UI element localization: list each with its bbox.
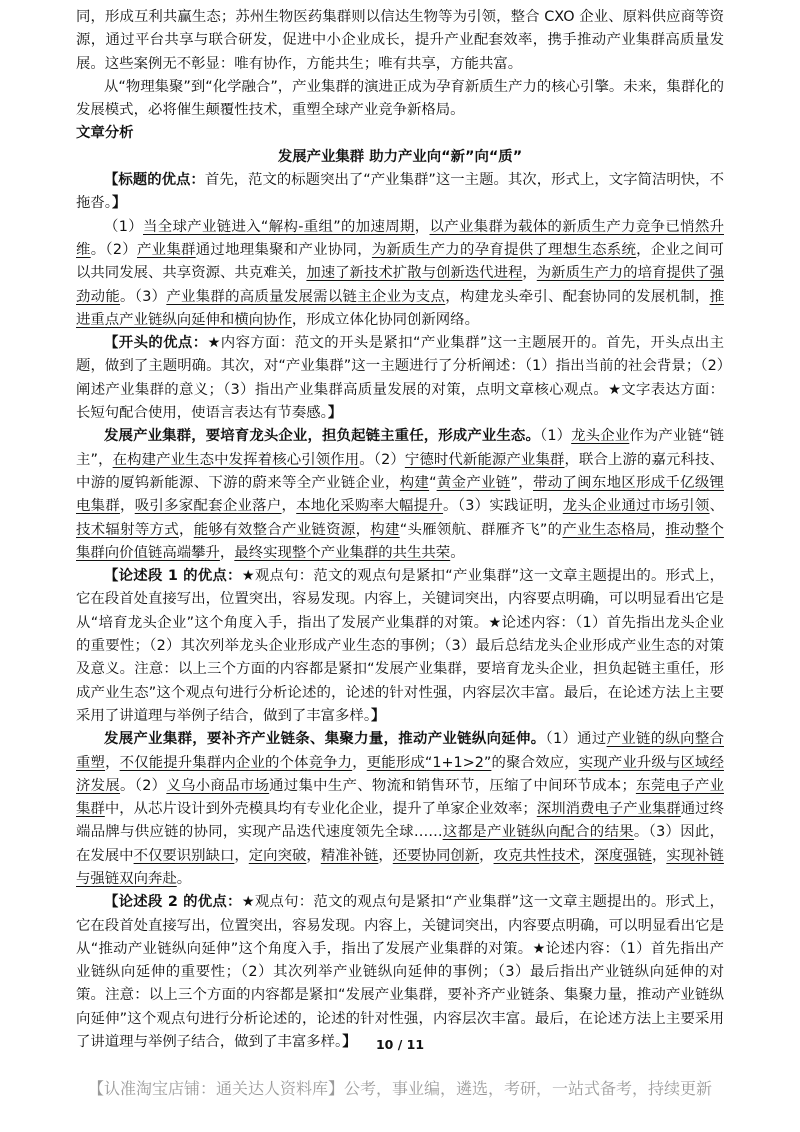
text-run: 作为产业链“链主”， bbox=[76, 428, 724, 468]
text-run: ， bbox=[179, 521, 194, 538]
underlined-text: 加速了新技术扩散与创新迭代进程 bbox=[306, 265, 523, 282]
text-run: 。（2） bbox=[90, 241, 137, 258]
text-run: 通过终端品牌与供应链的协同，实现产品迭代速度领先全球…… bbox=[76, 801, 724, 841]
text-run: 。（3）实践证明， bbox=[443, 498, 563, 515]
article-title: 发展产业集群 助力产业向“新”向“质” bbox=[277, 148, 523, 165]
text-run: ★内容方面：范文的开头是紧扣“产业集群”这一主题展开的。首先，开头点出主题，做到了主题明确。其次，对“产业集群”这一主题进行了分析阐述：（1）指出当前的社会背景；（2）阐述产业集群的意义；（3）指出产业集群高质量发展的对策，点明文章核心观点。★文字表达方面：长短句配合使用，使语言表达有节奏感。 bbox=[76, 335, 724, 422]
underlined-text: 以产业集群为载体的新质生产力竞争已悄然升维 bbox=[76, 218, 724, 258]
underlined-text: 最终实现整个产业集群的共生共荣 bbox=[234, 544, 451, 561]
bold-text: 】 bbox=[371, 707, 386, 724]
underlined-text: 不仅能提升集群内企业的个体竞争力 bbox=[119, 754, 353, 771]
text-run: ， bbox=[306, 847, 321, 864]
document-body bbox=[76, 0, 724, 1054]
text-run: ，形成立体化协同创新网络。 bbox=[291, 311, 479, 328]
bold-text: 【论述段 2 的优点： bbox=[104, 894, 242, 911]
title-analysis bbox=[76, 169, 724, 216]
opening-analysis bbox=[76, 332, 724, 425]
text-run: （1）通过 bbox=[545, 731, 607, 748]
bold-text: 】 bbox=[327, 405, 343, 422]
body-paragraph-2 bbox=[76, 728, 724, 891]
underlined-text: 推动整个集群向价值链高端攀升 bbox=[76, 521, 724, 561]
text-run: ★观点句：范文的观点句是紧扣“产业集群”这一文章主题提出的。形式上，它在段首处直接写出，位置突出，容易发现。内容上，关键词突出，内容要点明确，可以明显看出它是从“推动产业链纵向延伸”这个角度入手，指出了发展产业集群的对策。★论述内容：（1）首先指出产业链纵向延伸的重要性；（2）其次列举产业链纵向延伸的事例；（3）最后指出产业链纵向延伸的对策。注意：以上三个方面的内容都是紧扣“发展产业集群，要补齐产业链条、集聚力量，推动产业链纵向延伸”这个观点句进行分析论述的，论述的针对性强，内容层次丰富。最后，在论述方法上主要采用了讲道理与举例子结合，做到了丰富多样。 bbox=[76, 894, 724, 1051]
underlined-text: 实现补链与强链双向奔赴 bbox=[76, 847, 724, 887]
text-run: 。（2） bbox=[359, 451, 405, 468]
underlined-text: 宁德时代新能源产业集群 bbox=[404, 451, 565, 468]
underlined-text: 深度强链 bbox=[594, 847, 652, 864]
underlined-text: 为新质生产力的培育提供了强劲动能 bbox=[76, 265, 724, 305]
text-run: 。（2） bbox=[120, 777, 167, 794]
bold-text: 【标题的优点： bbox=[104, 172, 205, 189]
text-run: “ bbox=[429, 474, 437, 491]
text-run: ， bbox=[651, 847, 667, 864]
body-paragraph-2-analysis bbox=[76, 891, 724, 1054]
underlined-text: 这都是产业链纵向配合的结果 bbox=[442, 824, 634, 841]
text-run: 的聚合效应， bbox=[491, 754, 579, 771]
underlined-text: 本地化采购率大幅提升 bbox=[296, 498, 444, 515]
text-run: ★观点句：范文的观点句是紧扣“产业集群”这一文章主题提出的。形式上，它在段首处直接写出，位置突出，容易发现。内容上，关键词突出，内容要点明确，可以明显看出它是从“培育龙头企业”这个角度入手，指出了发展产业集群的对策。★论述内容：（1）首先指出龙头企业的重要性；（2）其次列举龙头企业形成产业生态的事例；（3）最后总结龙头企业形成产业生态的对策及意义。注意：以上三个方面的内容都是紧扣“发展产业集群，要培育龙头企业，担负起链主重任，形成产业生态”这个观点句进行分析论述的，论述的针对性强，内容层次丰富。最后，在论述方法上主要采用了讲道理与举例子结合，做到了丰富多样。 bbox=[76, 568, 724, 724]
bold-text: 【开头的优点： bbox=[104, 335, 208, 352]
underlined-text: 黄金产业链 bbox=[436, 474, 511, 491]
text-run: （1） bbox=[540, 428, 572, 445]
text-run: ， bbox=[479, 847, 494, 864]
text-run: ， bbox=[378, 847, 393, 864]
text-run: ， bbox=[219, 544, 235, 561]
text-run: ， bbox=[650, 521, 666, 538]
text-run: ， bbox=[120, 498, 135, 515]
opening-paragraph bbox=[76, 216, 724, 332]
underlined-text: 吸引多家配套企业落户 bbox=[134, 498, 282, 515]
text-run: 。（3）因此，在发展中 bbox=[76, 824, 724, 864]
text-run: 。 bbox=[176, 870, 192, 887]
bold-text: 【论述段 1 的优点： bbox=[104, 568, 242, 585]
text-run: 。 bbox=[450, 544, 465, 561]
underlined-text: 构建 bbox=[370, 521, 400, 538]
underlined-text: 技术辐射等方式 bbox=[76, 521, 179, 538]
text-run: 中，从芯片设计到外壳模具均有专业化企业，提升了单家企业效率； bbox=[104, 801, 537, 818]
underlined-text: 龙头企业 bbox=[571, 428, 630, 445]
underlined-text: 能够有效整合产业链资源 bbox=[193, 521, 356, 538]
text-run: “头雁领航、群雁齐飞”的 bbox=[399, 521, 563, 538]
intro-paragraph-2 bbox=[76, 76, 724, 123]
underlined-text: 义乌小商品市场 bbox=[166, 777, 270, 794]
underlined-text: 推进重点产业链纵向延伸和横向协作 bbox=[76, 288, 724, 328]
text-run: 同，形成互利共赢生态；苏州生物医药集群则以信达生物等为引领，整合 CXO 企业、原料供应商等资源，通过平台共享与联合研发，促进中小企业成长，提升产业配套效率，携手推动产业集群高质量发展。这些案例无不彰显：唯有协作，方能共生；唯有共享，方能共富。 bbox=[76, 9, 724, 72]
text-run: ， bbox=[105, 754, 120, 771]
underlined-text: 还要协同创新 bbox=[392, 847, 480, 864]
text-run: 首先，范文的标题突出了“产业集群”这一主题。其次，形式上，文字简洁明快，不拖沓。 bbox=[76, 172, 724, 212]
text-run: ， bbox=[355, 521, 371, 538]
underlined-text: 攻克共性技术 bbox=[493, 847, 580, 864]
intro-paragraph-1 bbox=[76, 0, 724, 76]
text-run: ，构建龙头牵引、配套协同的发展机制， bbox=[445, 288, 710, 305]
bold-text: 发展产业集群，要培育龙头企业，担负起链主重任，形成产业生态。 bbox=[104, 428, 540, 445]
bold-text: 发展产业集群，要补齐产业链条、集聚力量，推动产业链纵向延伸。 bbox=[104, 731, 546, 748]
underlined-text: 产业集群的高质量发展需以链主企业为支点 bbox=[166, 288, 446, 305]
body-paragraph-1 bbox=[76, 425, 724, 565]
text-run: 、 bbox=[709, 498, 724, 515]
text-run: 通过地理集聚和产业协同， bbox=[195, 241, 372, 258]
text-run: ，企业之间可以共同发展、共享资源、共克难关， bbox=[76, 241, 724, 282]
underlined-text: 带动了闽东地区形成千亿级锂电集群 bbox=[76, 474, 724, 515]
underlined-text: 在构建产业生态中发挥着核心引领作用 bbox=[112, 451, 360, 468]
underlined-text: 实现产业升级与区域经济发展 bbox=[76, 754, 724, 794]
underlined-text: 为新质生产力的孕育提供了理想生态系统 bbox=[371, 241, 637, 258]
underlined-text: 不仅要识别缺口 bbox=[133, 847, 235, 864]
text-run: （1） bbox=[104, 218, 143, 235]
bold-text: 】 bbox=[342, 1034, 357, 1051]
section-heading: 文章分析 bbox=[76, 125, 134, 142]
text-run: ， bbox=[414, 218, 430, 235]
text-run: ， bbox=[352, 754, 367, 771]
text-run: ，联合上游的嘉元科技、中游的厦钨新能源、下游的蔚来等全产业链企业， bbox=[76, 451, 724, 491]
underlined-text: 产业链的纵向整合重塑 bbox=[76, 731, 724, 771]
page-number: 10 / 11 bbox=[375, 1037, 425, 1052]
underlined-text: 定向突破 bbox=[248, 847, 307, 864]
text-run: ， bbox=[281, 498, 297, 515]
underlined-text: 东莞电子产业集群 bbox=[76, 777, 724, 818]
text-run: ， bbox=[234, 847, 249, 864]
underlined-text: 龙头企业通过市场引领 bbox=[562, 498, 710, 515]
text-run: ， bbox=[579, 847, 595, 864]
underlined-text: 深圳消费电子产业集群 bbox=[536, 801, 681, 818]
underlined-text: 构建 bbox=[399, 474, 430, 491]
bold-text: 】 bbox=[111, 195, 127, 212]
underlined-text: 产业集群 bbox=[136, 241, 196, 258]
text-run: ， bbox=[522, 265, 537, 282]
underlined-text: 当全球产业链进入“解构-重组”的加速周期 bbox=[143, 218, 415, 235]
text-run: ”， bbox=[510, 474, 533, 491]
text-run: 。（3） bbox=[120, 288, 167, 305]
footer-watermark: 【认准淘宝店铺：通关达人资料库】公考，事业编，遴选，考研，一站式备考，持续更新 bbox=[87, 1079, 712, 1098]
underlined-text: 更能形成“1+1>2” bbox=[366, 754, 492, 771]
body-paragraph-1-analysis bbox=[76, 565, 724, 728]
underlined-text: 精准补链 bbox=[320, 847, 379, 864]
underlined-text: 产业生态格局 bbox=[562, 521, 651, 538]
text-run: 从“物理集聚”到“化学融合”，产业集群的演进正成为孕育新质生产力的核心引擎。未来，集群化的发展模式，必将催生颠覆性技术，重塑全球产业竞争新格局。 bbox=[76, 78, 724, 119]
text-run: 通过集中生产、物流和销售环节，压缩了中间环节成本； bbox=[269, 777, 636, 794]
